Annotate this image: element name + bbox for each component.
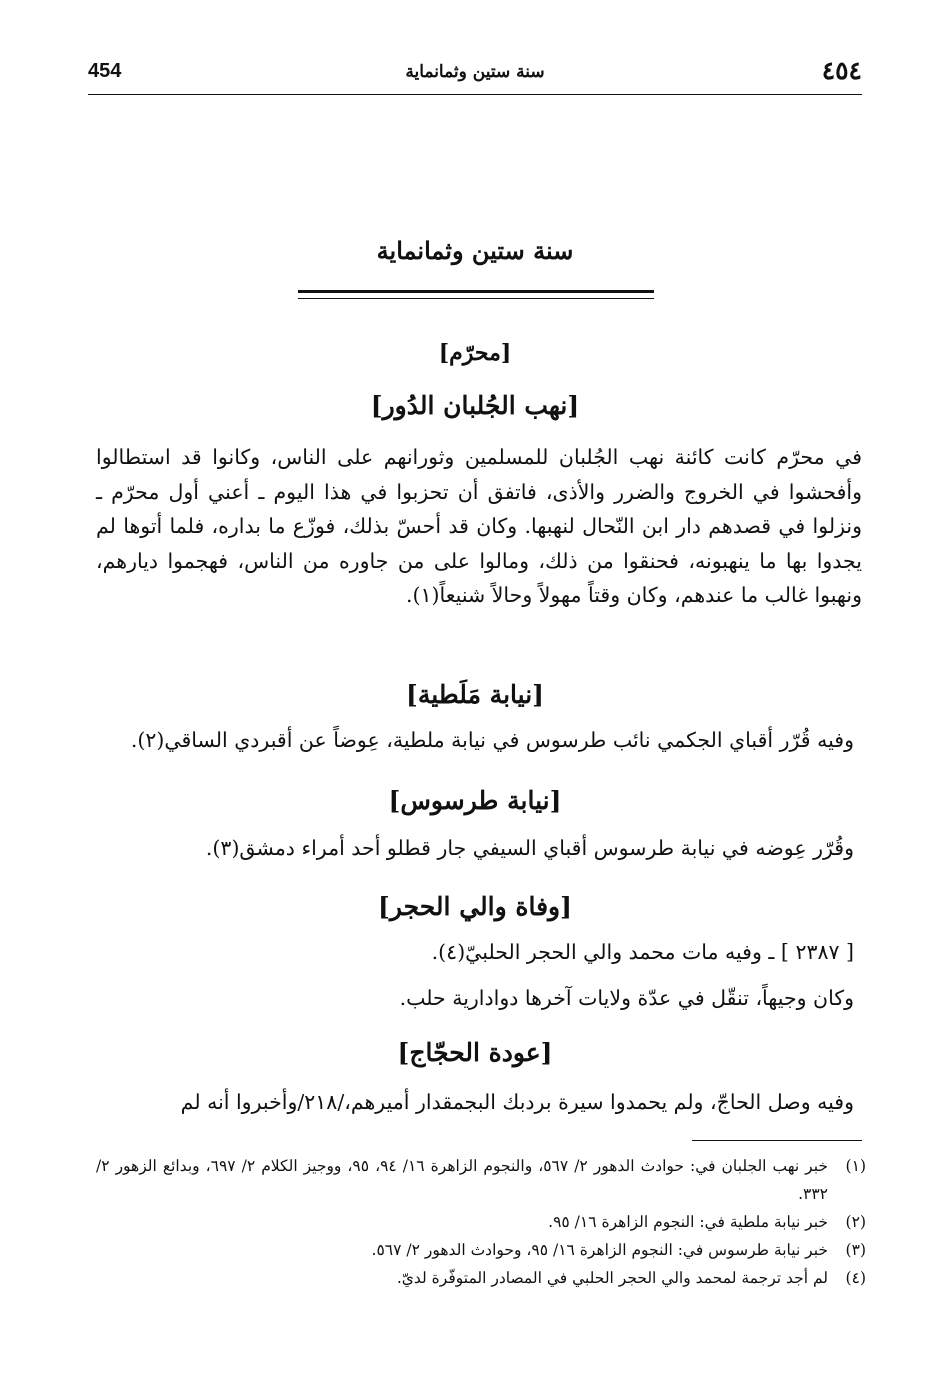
footnote bbox=[96, 1208, 866, 1236]
section-heading-malatya: [نيابة مَلَطية] bbox=[406, 680, 544, 709]
footnote-number: (١) bbox=[845, 1157, 866, 1175]
paragraph-looting: في محرّم كانت كائنة نهب الجُلبان للمسلمين وثورانهم على الناس، وكانوا قد استطالوا وأفحشوا في الخروج والضرر والأذى، فاتفق أن تحزبوا في هذا اليوم ـ أعني أول محرّم ـ ونزلوا في قصدهم دار ابن النّحال لنهبها. وكان قد أحسّ بذلك، فوزّع ما بداره، فلما أتوها لم يجدوا بها ما ينهبونه، فحنقوا من ذلك، ومالوا على من جاوره من الناس، فهجموا ديارهم، ونهبوا غالب ما عندهم، وكان وقتاً مهولاً وحالاً شنيعاً(١). bbox=[96, 445, 862, 607]
footnote bbox=[96, 1236, 866, 1264]
footnote-text: خبر نيابة ملطية في: النجوم الزاهرة ١٦/ ٩٥. bbox=[548, 1213, 828, 1231]
running-head-rule bbox=[88, 94, 862, 95]
footnote-number: (٤) bbox=[845, 1269, 866, 1287]
footnote-text: خبر نيابة طرسوس في: النجوم الزاهرة ١٦/ ٩٥، وحوادث الدهور ٢/ ٥٦٧. bbox=[371, 1241, 828, 1259]
footnote bbox=[96, 1152, 866, 1208]
footnote-text: لم أجد ترجمة لمحمد والي الحجر الحلبي في المصادر المتوفّرة لديّ. bbox=[396, 1269, 828, 1287]
page-number-arabic: ٤٥٤ bbox=[821, 56, 862, 85]
entry-2387: [ ٢٣٨٧ ] ـ وفيه مات محمد والي الحجر الحلبيّ(٤). bbox=[431, 940, 854, 964]
month-heading: [محرّم] bbox=[438, 340, 512, 366]
running-head bbox=[88, 56, 862, 92]
footnotes bbox=[96, 1152, 866, 1292]
footnote bbox=[96, 1264, 866, 1292]
paragraph-pilgrims: وفيه وصل الحاجّ، ولم يحمدوا سيرة بردبك البجمقدار أميرهم،/٢١٨/وأخبروا أنه لم bbox=[180, 1090, 854, 1114]
paragraph-death: وكان وجيهاً، تنقّل في عدّة ولايات آخرها دوادارية حلب. bbox=[399, 986, 854, 1010]
footnote-rule bbox=[692, 1140, 862, 1141]
section-heading-death: [وفاة والي الحجر] bbox=[378, 892, 572, 921]
footnote-number: (٣) bbox=[845, 1241, 866, 1259]
section-heading-pilgrims: [عودة الحجّاج] bbox=[397, 1038, 553, 1067]
section-heading-looting: [نهب الجُلبان الدُور] bbox=[370, 391, 580, 420]
title-rule-thick bbox=[298, 290, 654, 293]
page-number-latin: 454 bbox=[88, 60, 122, 82]
title-rule-thin bbox=[298, 298, 654, 299]
running-head-title: سنة ستين وثمانماية bbox=[405, 62, 545, 82]
paragraph-malatya: وفيه قُرّر أقباي الجكمي نائب طرسوس في نيابة ملطية، عِوضاً عن أقبردي الساقي(٢). bbox=[130, 728, 854, 752]
chapter-title: سنة ستين وثمانماية bbox=[376, 236, 574, 265]
section-heading-tarsus: [نيابة طرسوس] bbox=[388, 786, 562, 815]
footnote-text: خبر نهب الجلبان في: حوادث الدهور ٢/ ٥٦٧، والنجوم الزاهرة ١٦/ ٩٤، ٩٥، ووجيز الكلام ٢/ ٦٩٧، وبدائع الزهور ٢/ ٣٣٢. bbox=[96, 1157, 828, 1203]
footnote-number: (٢) bbox=[845, 1213, 866, 1231]
paragraph-tarsus: وقُرّر عِوضه في نيابة طرسوس أقباي السيفي جار قطلو أحد أمراء دمشق(٣). bbox=[205, 836, 854, 860]
